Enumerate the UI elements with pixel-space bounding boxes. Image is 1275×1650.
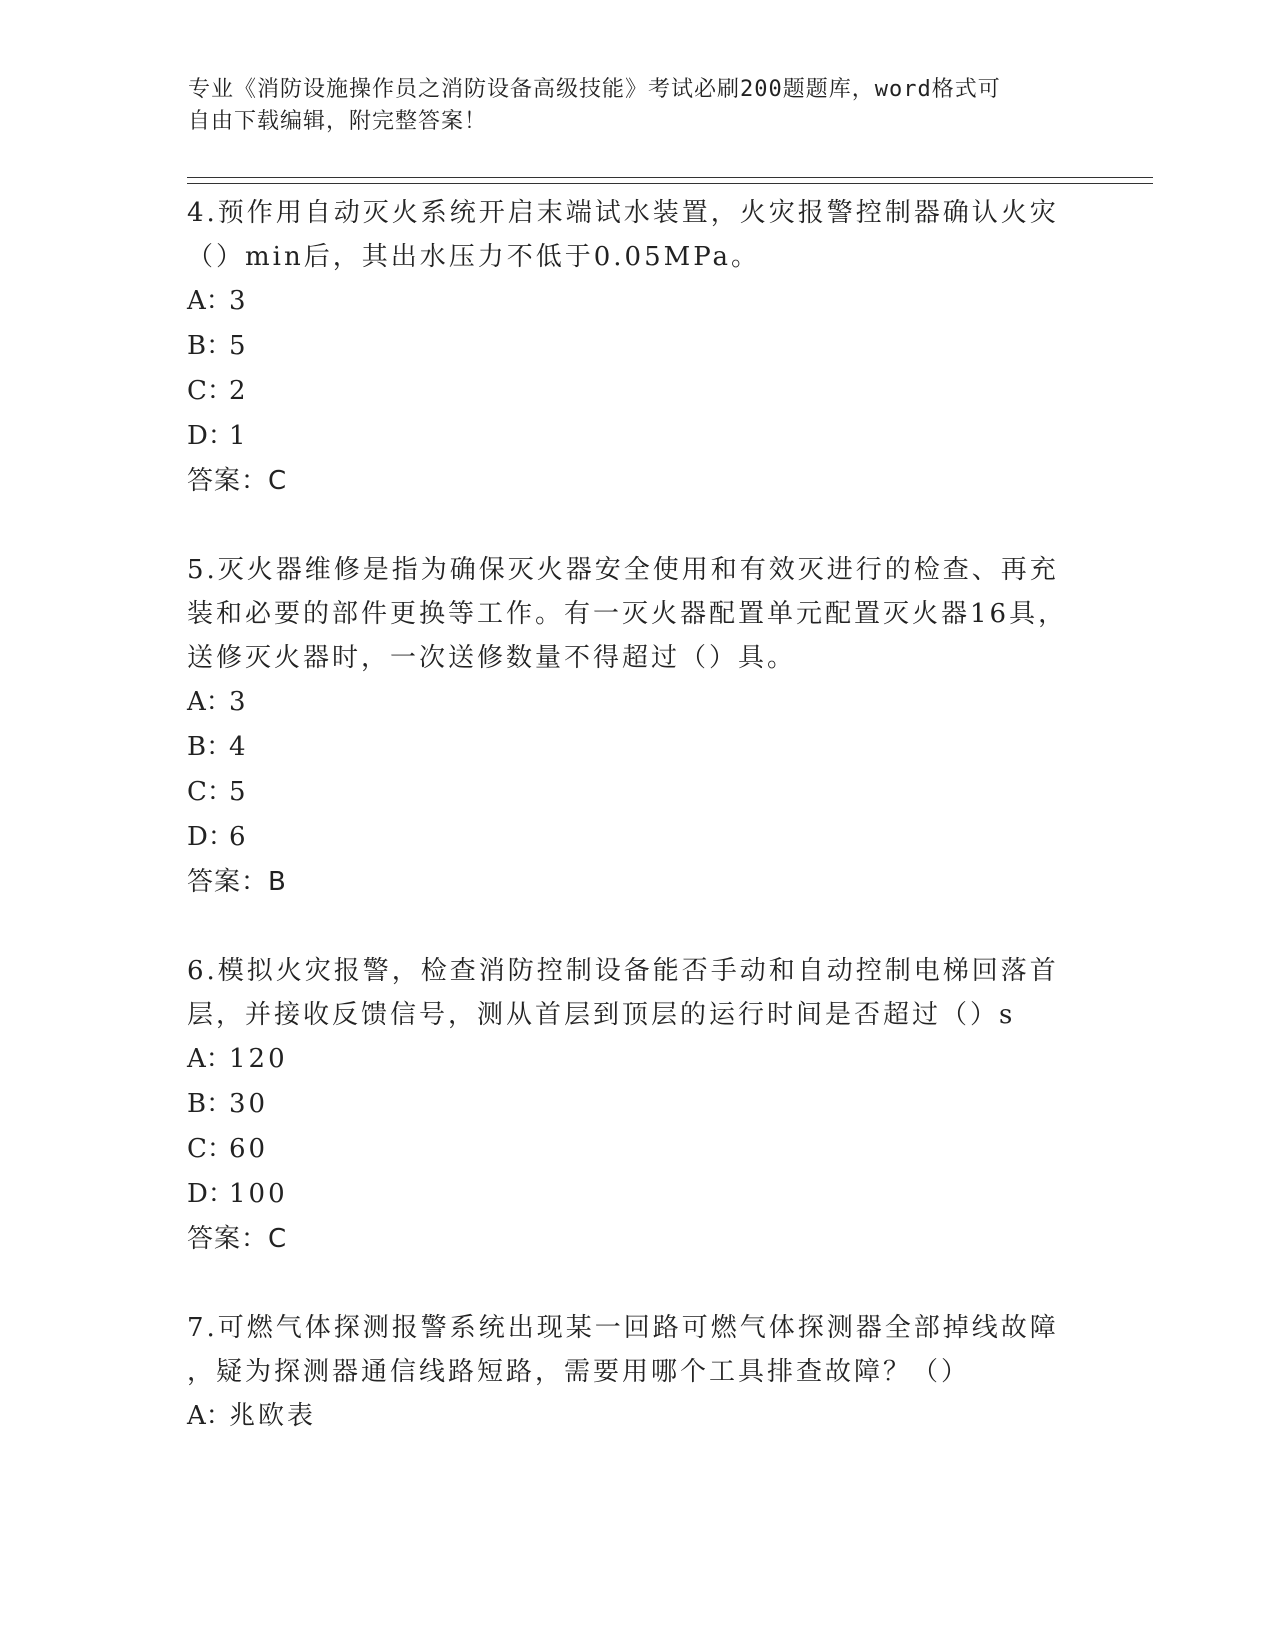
question-text: 装和必要的部件更换等工作。有一灭火器配置单元配置灭火器16具，: [187, 599, 1068, 629]
option-text: 6: [229, 822, 249, 852]
option-label: D：: [187, 1179, 234, 1209]
option-b: [187, 1082, 1067, 1127]
option-text: 120: [229, 1044, 288, 1074]
option-text: 兆欧表: [229, 1401, 317, 1431]
option-label: B：: [187, 331, 233, 361]
question-text: 7.可燃气体探测报警系统出现某一回路可燃气体探测器全部掉线故障: [187, 1313, 1059, 1343]
header-title-line-1: 专业《消防设施操作员之消防设备高级技能》考试必刷200题题库，word格式可: [188, 77, 1001, 102]
question-6: [187, 949, 1067, 1262]
option-d: [187, 1172, 1067, 1217]
header-title-line-2: 自由下载编辑，附完整答案！: [188, 109, 488, 134]
option-c: [187, 369, 1067, 414]
option-label: C：: [187, 1134, 233, 1164]
option-a: [187, 1037, 1067, 1082]
answer-line: 答案：C: [187, 466, 288, 496]
question-text: ，疑为探测器通信线路短路，需要用哪个工具排查故障？（）: [187, 1357, 971, 1387]
answer-line: 答案：B: [187, 867, 287, 897]
option-d: [187, 414, 1067, 459]
option-label: A：: [187, 687, 232, 717]
question-text: （）min后，其出水压力不低于0.05MPa。: [187, 242, 761, 272]
question-5: [187, 548, 1067, 905]
question-text: 层，并接收反馈信号，测从首层到顶层的运行时间是否超过（）s: [187, 1000, 1016, 1030]
option-b: [187, 725, 1067, 770]
header-divider-bottom: [187, 183, 1153, 184]
question-text: 送修灭火器时，一次送修数量不得超过（）具。: [187, 643, 797, 673]
question-text: 6.模拟火灾报警，检查消防控制设备能否手动和自动控制电梯回落首: [187, 956, 1059, 986]
option-c: [187, 1127, 1067, 1172]
option-text: 3: [229, 286, 249, 316]
option-text: 100: [229, 1179, 288, 1209]
option-text: 1: [229, 421, 249, 451]
option-text: 5: [229, 777, 249, 807]
option-a: [187, 279, 1067, 324]
header-divider-top: [187, 177, 1153, 178]
option-text: 2: [229, 376, 249, 406]
answer-line: 答案：C: [187, 1224, 288, 1254]
option-text: 30: [229, 1089, 269, 1119]
option-label: C：: [187, 376, 233, 406]
option-a: [187, 1394, 1067, 1439]
option-d: [187, 815, 1067, 860]
option-label: A：: [187, 1401, 232, 1431]
question-7: [187, 1306, 1067, 1439]
option-text: 3: [229, 687, 249, 717]
question-list: [187, 191, 1067, 1483]
option-label: D：: [187, 822, 234, 852]
document-header: [188, 74, 1068, 138]
option-label: A：: [187, 1044, 232, 1074]
option-label: A：: [187, 286, 232, 316]
option-c: [187, 770, 1067, 815]
question-text: 5.灭火器维修是指为确保灭火器安全使用和有效灭进行的检查、再充: [187, 555, 1059, 585]
question-4: [187, 191, 1067, 504]
option-label: C：: [187, 777, 233, 807]
option-b: [187, 324, 1067, 369]
option-text: 5: [229, 331, 249, 361]
option-text: 60: [229, 1134, 269, 1164]
option-label: D：: [187, 421, 234, 451]
option-label: B：: [187, 1089, 233, 1119]
question-text: 4.预作用自动灭火系统开启末端试水装置，火灾报警控制器确认火灾: [187, 198, 1059, 228]
option-label: B：: [187, 732, 233, 762]
option-a: [187, 680, 1067, 725]
option-text: 4: [229, 732, 249, 762]
